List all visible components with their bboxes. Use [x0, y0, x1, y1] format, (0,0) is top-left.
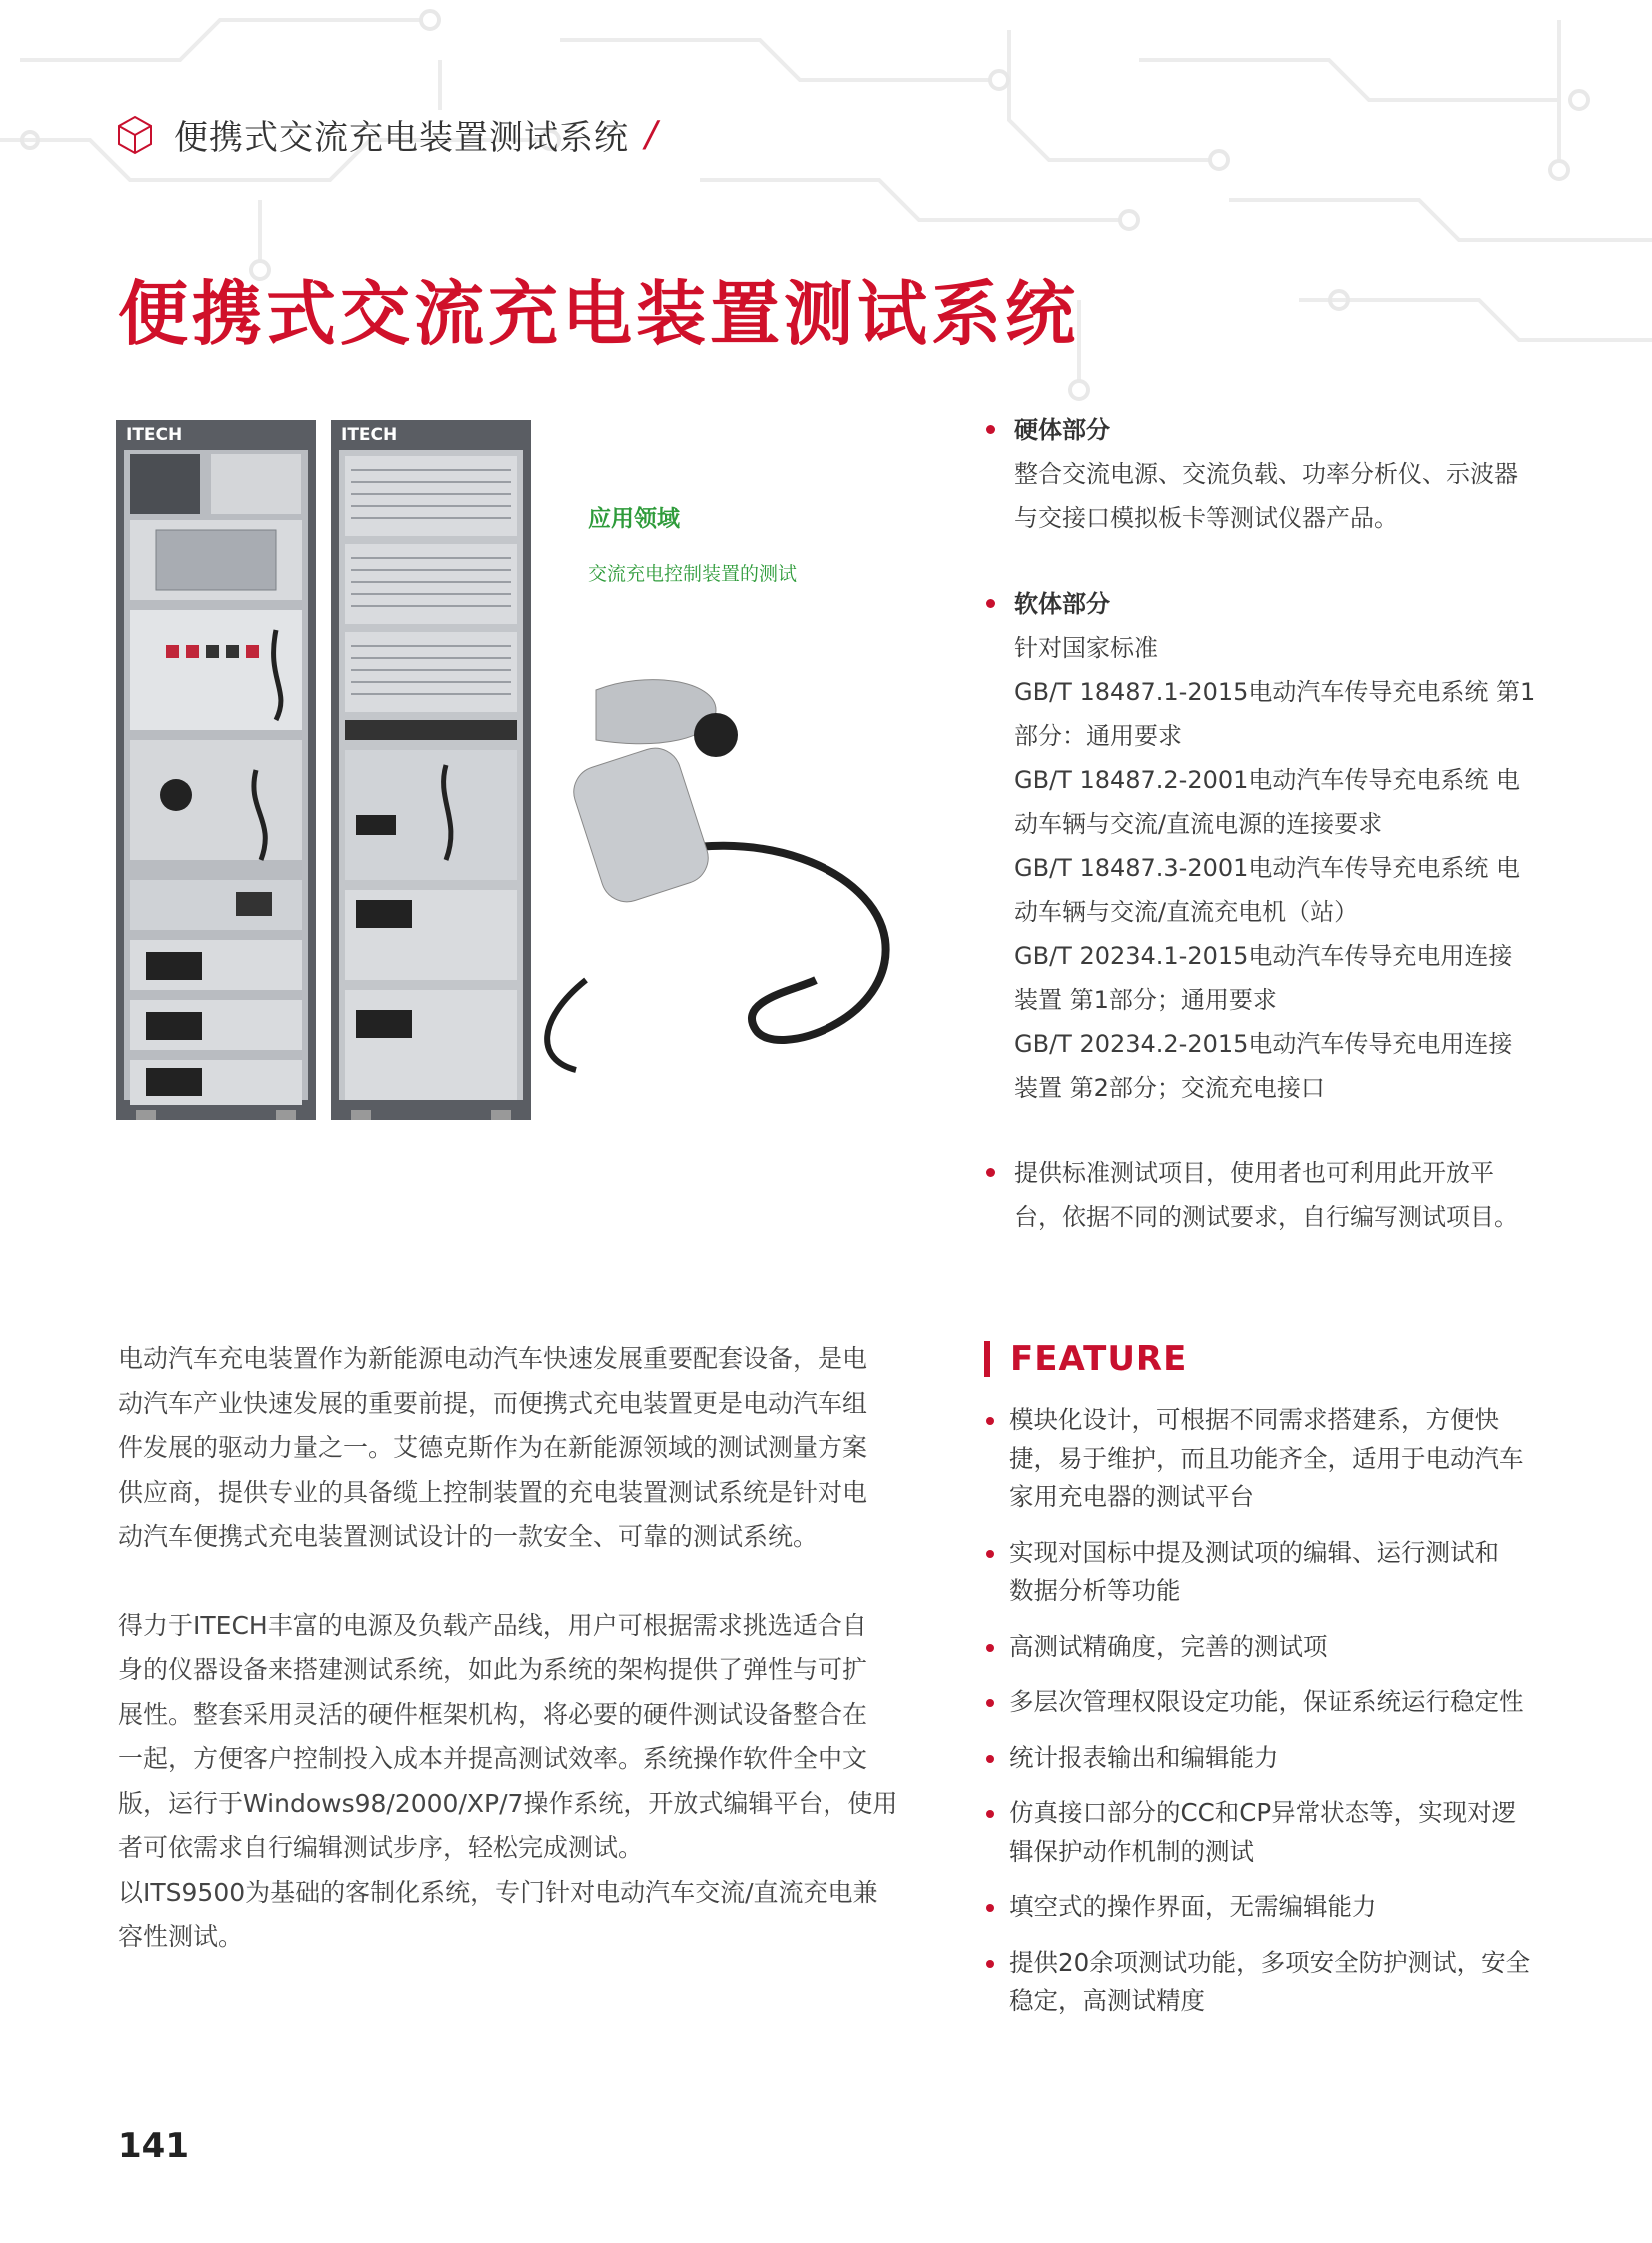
- feature-line: 提供20余项测试功能，多项安全防护测试，安全: [1009, 1947, 1531, 1977]
- bullet-dot: [986, 1755, 994, 1763]
- bullet-dot: [986, 425, 995, 434]
- feature-item: [984, 1888, 1544, 1927]
- bullet-dot: [986, 1699, 994, 1707]
- application-text: 交流充电控制装置的测试: [588, 563, 798, 585]
- feature-line: 高测试精确度，完善的测试项: [1009, 1631, 1328, 1661]
- intro-section: [118, 1337, 917, 1960]
- intro-paragraph-1: [118, 1337, 917, 1560]
- open-platform-line: 台，依据不同的测试要求，自行编写测试项目。: [1014, 1203, 1518, 1231]
- intro-line: 得力于ITECH丰富的电源及负载产品线，用户可根据需求挑选适合自: [118, 1610, 867, 1640]
- software-line: 装置 第2部分；交流充电接口: [1014, 1074, 1325, 1102]
- intro-line: 以ITS9500为基础的客制化系统，专门针对电动汽车交流/直流充电兼: [118, 1877, 878, 1907]
- feature-item: [984, 1794, 1544, 1871]
- feature-item: [984, 1401, 1544, 1517]
- feature-heading-bar: [984, 1341, 990, 1377]
- right-cabinet: [331, 420, 531, 1120]
- bullet-dot: [986, 1550, 994, 1558]
- software-heading: 软体部分: [1014, 590, 1110, 618]
- intro-line: 展性。整套采用灵活的硬件框架机构，将必要的硬件测试设备整合在: [118, 1699, 868, 1729]
- logo-right: ITECH: [341, 425, 398, 445]
- breadcrumb-separator: /: [645, 114, 658, 155]
- intro-line: 版，运行于Windows98/2000/XP/7操作系统，开放式编辑平台，使用: [118, 1788, 898, 1818]
- intro-line: 电动汽车充电装置作为新能源电动汽车快速发展重要配套设备，是电: [118, 1344, 868, 1373]
- application-heading: 应用领域: [588, 506, 680, 532]
- cube-icon: [116, 115, 154, 155]
- breadcrumb: [116, 110, 657, 159]
- feature-line: 数据分析等功能: [1009, 1576, 1181, 1605]
- feature-item: [984, 1534, 1544, 1611]
- software-line: GB/T 20234.1-2015电动汽车传导充电用连接: [1014, 942, 1513, 970]
- feature-line: 多层次管理权限设定功能，保证系统运行稳定性: [1009, 1687, 1524, 1716]
- hardware-block: [984, 408, 1544, 540]
- feature-line: 仿真接口部分的CC和CP异常状态等，实现对逻: [1009, 1798, 1517, 1827]
- bullet-dot: [986, 1168, 995, 1177]
- feature-item: [984, 1739, 1544, 1778]
- feature-line: 填空式的操作界面，无需编辑能力: [1009, 1892, 1377, 1921]
- feature-line: 实现对国标中提及测试项的编辑、运行测试和: [1009, 1537, 1499, 1567]
- feature-line: 模块化设计，可根据不同需求搭建系，方便快: [1009, 1405, 1499, 1434]
- intro-line: 者可依需求自行编辑测试步序，轻松完成测试。: [118, 1833, 644, 1862]
- intro-line: 件发展的驱动力量之一。艾德克斯作为在新能源领域的测试测量方案: [118, 1433, 868, 1462]
- open-platform-block: [984, 1151, 1544, 1239]
- bullet-dot: [986, 1644, 994, 1652]
- open-platform-line: 提供标准测试项目，使用者也可利用此开放平: [1014, 1159, 1494, 1187]
- application-area: [588, 500, 797, 586]
- intro-line: 一起，方便客户控制投入成本并提高测试效率。系统操作软件全中文: [118, 1744, 868, 1773]
- feature-line: 统计报表输出和编辑能力: [1009, 1742, 1279, 1772]
- intro-line: 动汽车产业快速发展的重要前提，而便携式充电装置更是电动汽车组: [118, 1388, 868, 1418]
- feature-line: 辑保护动作机制的测试: [1009, 1836, 1254, 1866]
- feature-heading-text: FEATURE: [1010, 1339, 1188, 1379]
- software-line: GB/T 18487.3-2001电动汽车传导充电系统 电: [1014, 854, 1521, 882]
- page-title: 便携式交流充电装置测试系统: [118, 273, 1079, 355]
- software-line: 部分：通用要求: [1014, 722, 1182, 750]
- left-cabinet: [116, 420, 316, 1120]
- breadcrumb-text: 便携式交流充电装置测试系统: [174, 118, 629, 158]
- feature-line: 稳定，高测试精度: [1009, 1986, 1205, 2015]
- software-line: GB/T 18487.1-2015电动汽车传导充电系统 第1: [1014, 678, 1536, 706]
- software-line: 动车辆与交流/直流电源的连接要求: [1014, 810, 1383, 838]
- page-number: 141: [118, 2126, 189, 2166]
- feature-item: [984, 1628, 1544, 1667]
- feature-item: [984, 1683, 1544, 1722]
- intro-line: 身的仪器设备来搭建测试系统，如此为系统的架构提供了弹性与可扩: [118, 1655, 868, 1684]
- feature-list: [984, 1401, 1544, 2038]
- hardware-line: 与交接口模拟板卡等测试仪器产品。: [1014, 504, 1398, 532]
- bullet-dot: [986, 1417, 994, 1425]
- bullet-dot: [986, 1810, 994, 1818]
- feature-line: 家用充电器的测试平台: [1009, 1482, 1254, 1511]
- software-line: 装置 第1部分；通用要求: [1014, 986, 1277, 1014]
- bullet-dot: [986, 1960, 994, 1968]
- software-line: GB/T 20234.2-2015电动汽车传导充电用连接: [1014, 1030, 1513, 1058]
- intro-line: 供应商，提供专业的具备缆上控制装置的充电装置测试系统是针对电: [118, 1477, 868, 1507]
- feature-line: 捷，易于维护，而且功能齐全，适用于电动汽车: [1009, 1443, 1524, 1473]
- intro-paragraph-2: [118, 1604, 917, 1960]
- intro-line: 容性测试。: [118, 1922, 244, 1951]
- software-line: 针对国家标准: [1014, 634, 1158, 662]
- software-line: 动车辆与交流/直流充电机（站）: [1014, 898, 1359, 926]
- bullet-dot: [986, 1904, 994, 1912]
- feature-heading: [984, 1339, 1187, 1379]
- feature-item: [984, 1944, 1544, 2021]
- hardware-heading: 硬体部分: [1014, 416, 1110, 444]
- software-line: GB/T 18487.2-2001电动汽车传导充电系统 电: [1014, 766, 1521, 794]
- logo-left: ITECH: [126, 425, 183, 445]
- spec-section: [984, 408, 1544, 1239]
- bullet-dot: [986, 599, 995, 608]
- hardware-line: 整合交流电源、交流负载、功率分析仪、示波器: [1014, 460, 1518, 488]
- intro-line: 动汽车便携式充电装置测试设计的一款安全、可靠的测试系统。: [118, 1522, 819, 1551]
- charging-gun: [547, 680, 885, 1070]
- software-block: [984, 582, 1544, 1110]
